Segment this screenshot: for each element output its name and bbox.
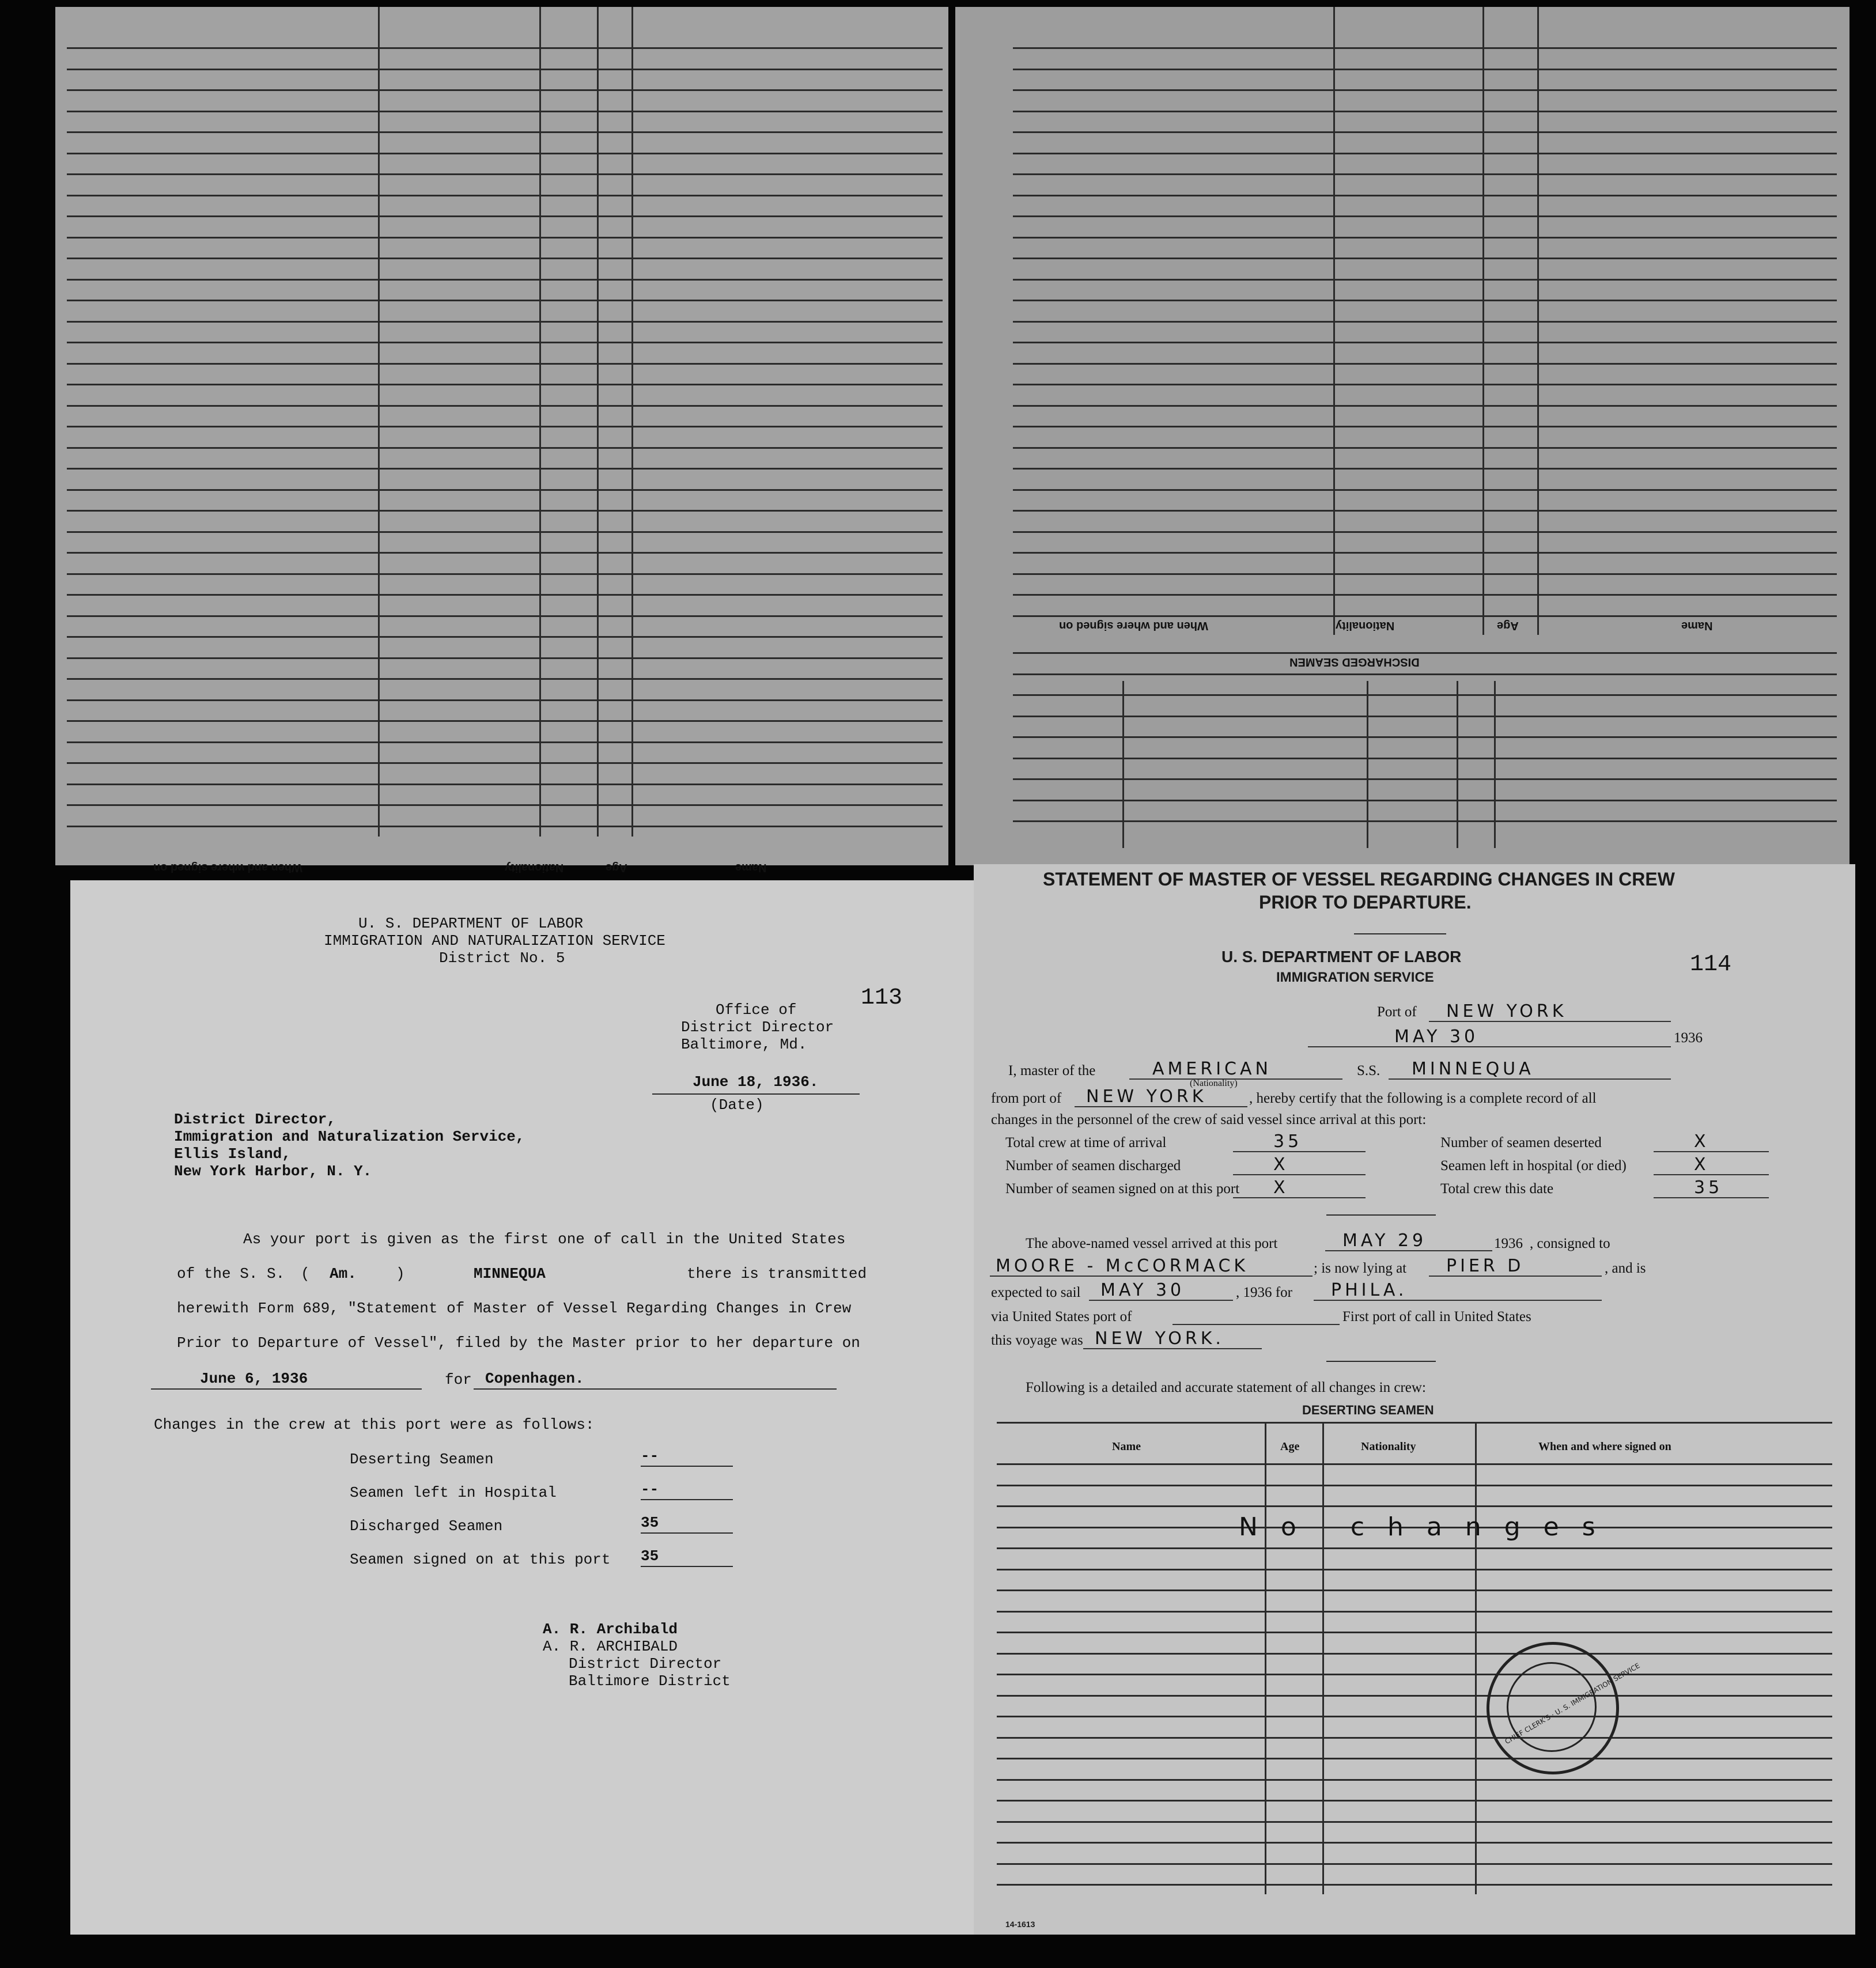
crew-stat-field[interactable] bbox=[1233, 1178, 1366, 1198]
port-field[interactable] bbox=[1429, 1001, 1671, 1022]
ruled-line bbox=[67, 89, 943, 91]
ruled-line bbox=[1013, 69, 1837, 70]
ruled-line bbox=[997, 1589, 1832, 1591]
ruled-line bbox=[67, 237, 943, 239]
sail-field[interactable] bbox=[1089, 1280, 1233, 1301]
ruled-line bbox=[1013, 111, 1837, 112]
ruled-line bbox=[1013, 652, 1837, 654]
ruled-line bbox=[997, 1695, 1832, 1697]
column-header-age: Age bbox=[606, 861, 627, 874]
ruled-line bbox=[67, 636, 943, 638]
handwritten-note: No changes bbox=[1239, 1512, 1618, 1542]
ruled-line bbox=[997, 1800, 1832, 1802]
ruled-line bbox=[997, 1779, 1832, 1781]
ruled-line bbox=[1013, 573, 1837, 575]
column-divider bbox=[1537, 7, 1539, 635]
table-top-border bbox=[997, 1422, 1832, 1424]
ruled-line bbox=[67, 342, 943, 343]
crew-stat-field[interactable] bbox=[1654, 1155, 1769, 1175]
section-title: DISCHARGED SEAMEN bbox=[1289, 656, 1420, 668]
ruled-line bbox=[67, 111, 943, 112]
ruled-line bbox=[1013, 258, 1837, 259]
ruled-line bbox=[1013, 47, 1837, 49]
from-port-value: NEW YORK bbox=[1086, 1087, 1207, 1107]
crew-stat-value: 35 bbox=[1694, 1178, 1723, 1198]
ruled-line bbox=[997, 1737, 1832, 1739]
column-divider bbox=[1494, 681, 1496, 848]
certify-text: , hereby certify that the following is a complete record of all bbox=[1249, 1091, 1597, 1106]
master-statement-form bbox=[974, 864, 1855, 1935]
changes-row-label: Discharged Seamen bbox=[350, 1517, 503, 1535]
letter-header-dept: U. S. DEPARTMENT OF LABOR bbox=[358, 915, 584, 932]
addressee-line-2: Immigration and Naturalization Service, bbox=[174, 1128, 525, 1145]
column-header-nationality: Nationality bbox=[1361, 1440, 1416, 1453]
ruled-line bbox=[1013, 279, 1837, 281]
ruled-line bbox=[67, 321, 943, 323]
via-label: via United States port of bbox=[991, 1309, 1132, 1324]
ruled-line bbox=[1013, 694, 1837, 696]
changes-row-value: -- bbox=[641, 1481, 659, 1498]
ruled-line bbox=[997, 1569, 1832, 1570]
ruled-line bbox=[1013, 716, 1837, 717]
changes-row-underline bbox=[641, 1499, 733, 1500]
ruled-line bbox=[67, 468, 943, 470]
ruled-line bbox=[67, 195, 943, 196]
port-value: NEW YORK bbox=[1446, 1001, 1567, 1021]
ruled-line bbox=[67, 573, 943, 575]
ruled-line bbox=[67, 405, 943, 407]
column-divider bbox=[1122, 681, 1124, 848]
divider bbox=[1326, 1214, 1436, 1216]
transmittal-letter bbox=[70, 880, 975, 1935]
ruled-line bbox=[1013, 758, 1837, 759]
consignee-field[interactable] bbox=[990, 1256, 1313, 1277]
vessel-name: MINNEQUA bbox=[474, 1265, 546, 1282]
crew-stat-value: X bbox=[1273, 1155, 1289, 1175]
sail-value: MAY 30 bbox=[1100, 1280, 1185, 1300]
ruled-line bbox=[1013, 384, 1837, 385]
column-header-age: Age bbox=[1497, 619, 1519, 632]
signature: A. R. Archibald bbox=[543, 1621, 678, 1638]
ruled-line bbox=[67, 258, 943, 259]
ss-label: S.S. bbox=[1357, 1063, 1380, 1078]
sail-dest-value: PHILA. bbox=[1331, 1280, 1408, 1300]
column-header-name: Name bbox=[1681, 619, 1713, 632]
signer-title: District Director bbox=[569, 1655, 722, 1672]
date-underline bbox=[652, 1093, 860, 1095]
form-number: 14-1613 bbox=[1005, 1920, 1035, 1929]
ruled-line bbox=[997, 1547, 1832, 1549]
changes-row-value: -- bbox=[641, 1447, 659, 1464]
and-is-label: , and is bbox=[1605, 1261, 1646, 1276]
ruled-line bbox=[67, 173, 943, 175]
form-title-line-1: STATEMENT OF MASTER OF VESSEL REGARDING CHANGES IN CREW bbox=[1043, 869, 1675, 890]
ruled-line bbox=[997, 1674, 1832, 1675]
nationality-field[interactable] bbox=[1129, 1059, 1342, 1080]
body-paren-open: ( bbox=[301, 1265, 310, 1282]
ruled-line bbox=[1013, 342, 1837, 343]
ruled-line bbox=[67, 131, 943, 133]
body-line-2-prefix: of the S. S. bbox=[177, 1265, 285, 1282]
destination: Copenhagen. bbox=[485, 1370, 584, 1387]
ruled-line bbox=[67, 531, 943, 533]
crew-stat-label: Number of seamen signed on at this port bbox=[1005, 1181, 1240, 1197]
form-page-number: 114 bbox=[1690, 952, 1732, 978]
form-title-line-2: PRIOR TO DEPARTURE. bbox=[1259, 892, 1472, 913]
ruled-line bbox=[67, 678, 943, 680]
addressee-line-1: District Director, bbox=[174, 1111, 336, 1128]
letter-date: June 18, 1936. bbox=[693, 1073, 819, 1091]
crew-stat-value: 35 bbox=[1273, 1131, 1303, 1152]
body-paren-close: ) bbox=[396, 1265, 405, 1282]
ruled-line bbox=[1013, 447, 1837, 449]
column-header-age: Age bbox=[1280, 1440, 1300, 1453]
ruled-line bbox=[67, 826, 943, 827]
ruled-line bbox=[1013, 820, 1837, 822]
arrived-value: MAY 29 bbox=[1342, 1231, 1427, 1251]
body-line-3: herewith Form 689, "Statement of Master of Vessel Regarding Changes in Crew bbox=[177, 1300, 852, 1317]
letter-header-service: IMMIGRATION AND NATURALIZATION SERVICE bbox=[324, 932, 665, 949]
ruled-line bbox=[67, 594, 943, 596]
ruled-line bbox=[1013, 195, 1837, 196]
crew-stat-label: Total crew this date bbox=[1440, 1181, 1554, 1197]
office-line-3: Baltimore, Md. bbox=[681, 1036, 807, 1053]
crew-stat-value: X bbox=[1273, 1178, 1289, 1198]
ruled-line bbox=[997, 1611, 1832, 1613]
stamp-inner-ring bbox=[1507, 1662, 1597, 1752]
voyage-value: NEW YORK. bbox=[1095, 1329, 1224, 1349]
ruled-line bbox=[67, 426, 943, 427]
column-divider bbox=[1322, 1422, 1324, 1894]
ruled-line bbox=[1013, 489, 1837, 491]
column-divider bbox=[597, 7, 599, 837]
nationality-value: AMERICAN bbox=[1152, 1059, 1272, 1079]
changes-row-value: 35 bbox=[641, 1547, 659, 1565]
ruled-line bbox=[1013, 552, 1837, 554]
column-header-signed-on: When and where signed on bbox=[1059, 619, 1208, 632]
column-divider bbox=[1457, 681, 1458, 848]
top-left-sheet bbox=[55, 7, 948, 874]
signer-district: Baltimore District bbox=[569, 1672, 731, 1690]
ruled-line bbox=[997, 1716, 1832, 1717]
following-text: Following is a detailed and accurate statement of all changes in crew: bbox=[1026, 1380, 1426, 1395]
form-service: IMMIGRATION SERVICE bbox=[1276, 970, 1434, 985]
ruled-line bbox=[997, 1632, 1832, 1633]
ruled-line bbox=[67, 699, 943, 701]
changes-row-label: Seamen signed on at this port bbox=[350, 1551, 611, 1568]
sail-dest-field[interactable] bbox=[1314, 1280, 1602, 1301]
ruled-line bbox=[1013, 300, 1837, 301]
consignee-value: MOORE - McCORMACK bbox=[996, 1256, 1249, 1276]
ruled-line bbox=[67, 552, 943, 554]
column-header-name: Name bbox=[1112, 1440, 1141, 1453]
office-line-2: District Director bbox=[681, 1019, 834, 1036]
body-line-4: Prior to Departure of Vessel", filed by the Master prior to her departure on bbox=[177, 1334, 860, 1352]
ruled-line bbox=[67, 615, 943, 617]
ruled-line bbox=[67, 300, 943, 301]
ship-value: MINNEQUA bbox=[1412, 1059, 1534, 1079]
ruled-line bbox=[1013, 131, 1837, 133]
column-divider bbox=[1265, 1422, 1266, 1894]
ruled-line bbox=[1013, 363, 1837, 365]
ruled-line bbox=[67, 363, 943, 365]
page-number: 113 bbox=[861, 985, 903, 1011]
for-label: for bbox=[445, 1371, 472, 1388]
crew-stat-field[interactable] bbox=[1233, 1155, 1366, 1175]
ruled-line bbox=[67, 279, 943, 281]
crew-stat-field[interactable] bbox=[1654, 1131, 1769, 1152]
ruled-line bbox=[67, 69, 943, 70]
column-header-signed-on: When and where signed on bbox=[153, 861, 302, 874]
top-right-sheet bbox=[955, 7, 1849, 865]
ruled-line bbox=[67, 762, 943, 764]
arrived-label: The above-named vessel arrived at this port bbox=[1026, 1236, 1278, 1251]
date-caption: (Date) bbox=[710, 1096, 764, 1114]
changes-row-underline bbox=[641, 1532, 733, 1534]
column-header-signed-on: When and where signed on bbox=[1538, 1440, 1671, 1453]
departure-underline bbox=[151, 1388, 422, 1390]
divider bbox=[1354, 933, 1446, 934]
ruled-line bbox=[1013, 215, 1837, 217]
lying-field[interactable] bbox=[1429, 1256, 1602, 1277]
ruled-line bbox=[997, 1884, 1832, 1886]
date-value: MAY 30 bbox=[1394, 1027, 1479, 1047]
departure-date: June 6, 1936 bbox=[200, 1370, 308, 1387]
ruled-line bbox=[1013, 89, 1837, 91]
ruled-line bbox=[997, 1485, 1832, 1486]
ruled-line bbox=[997, 1463, 1832, 1465]
changes-row-underline bbox=[641, 1466, 733, 1467]
crew-stat-field[interactable] bbox=[1654, 1178, 1769, 1198]
vessel-nationality: Am. bbox=[330, 1265, 357, 1282]
ruled-line bbox=[67, 720, 943, 722]
ruled-line bbox=[1013, 510, 1837, 512]
first-port-label: First port of call in United States bbox=[1342, 1309, 1531, 1324]
ruled-line bbox=[67, 657, 943, 659]
ruled-line bbox=[1013, 778, 1837, 780]
ruled-line bbox=[67, 804, 943, 806]
ruled-line bbox=[1013, 800, 1837, 801]
crew-stat-label: Number of seamen deserted bbox=[1440, 1135, 1602, 1150]
changes-row-value: 35 bbox=[641, 1514, 659, 1531]
changes-row-label: Seamen left in Hospital bbox=[350, 1484, 557, 1501]
ruled-line bbox=[1013, 153, 1837, 154]
column-header-name: Name bbox=[735, 861, 767, 874]
column-divider bbox=[1482, 7, 1484, 635]
form-dept: U. S. DEPARTMENT OF LABOR bbox=[1221, 948, 1462, 966]
ruled-line bbox=[997, 1653, 1832, 1655]
ruled-line bbox=[1013, 321, 1837, 323]
voyage-label: this voyage was bbox=[991, 1333, 1083, 1348]
changes-row-underline bbox=[641, 1566, 733, 1567]
signer-name: A. R. ARCHIBALD bbox=[543, 1638, 678, 1655]
ruled-line bbox=[67, 510, 943, 512]
voyage-field[interactable] bbox=[1083, 1329, 1262, 1349]
arrived-field[interactable] bbox=[1325, 1231, 1492, 1251]
ruled-line bbox=[1013, 237, 1837, 239]
year-value: 1936 bbox=[1674, 1030, 1703, 1046]
column-divider bbox=[539, 7, 541, 837]
port-label: Port of bbox=[1377, 1004, 1417, 1020]
ruled-line bbox=[1013, 673, 1837, 675]
changes-intro: Changes in the crew at this port were as follows: bbox=[154, 1416, 595, 1433]
master-label: I, master of the bbox=[1008, 1063, 1096, 1078]
body-line-2-suffix: there is transmitted bbox=[687, 1265, 867, 1282]
addressee-line-4: New York Harbor, N. Y. bbox=[174, 1163, 372, 1180]
ruled-line bbox=[997, 1842, 1832, 1844]
column-header-nationality: Nationality bbox=[505, 861, 564, 874]
crew-stat-label: Seamen left in hospital (or died) bbox=[1440, 1158, 1627, 1174]
ruled-line bbox=[67, 489, 943, 491]
body-line-1: As your port is given as the first one of call in the United States bbox=[243, 1231, 846, 1248]
ruled-line bbox=[1013, 468, 1837, 470]
ruled-line bbox=[1013, 405, 1837, 407]
arrived-year: 1936 bbox=[1494, 1236, 1523, 1251]
date-field[interactable] bbox=[1308, 1027, 1671, 1047]
sail-year: , 1936 for bbox=[1236, 1285, 1292, 1300]
lying-label: ; is now lying at bbox=[1314, 1261, 1407, 1276]
ruled-line bbox=[67, 384, 943, 385]
ruled-line bbox=[997, 1863, 1832, 1865]
ruled-line bbox=[1013, 594, 1837, 596]
ship-field[interactable] bbox=[1389, 1059, 1671, 1080]
ruled-line bbox=[1013, 736, 1837, 738]
ruled-line bbox=[1013, 615, 1837, 617]
column-divider bbox=[1333, 7, 1335, 635]
ruled-line bbox=[1013, 531, 1837, 533]
ruled-line bbox=[997, 1758, 1832, 1759]
received-stamp bbox=[1487, 1642, 1642, 1774]
stamp-text: CHIEF CLERK'S · U. S. IMMIGRATION SERVICE bbox=[1503, 1661, 1642, 1746]
crew-stat-value: X bbox=[1694, 1131, 1709, 1152]
sail-label: expected to sail bbox=[991, 1285, 1081, 1300]
column-divider bbox=[1475, 1422, 1477, 1894]
column-divider bbox=[1367, 681, 1368, 848]
ruled-line bbox=[997, 1821, 1832, 1823]
via-field[interactable] bbox=[1172, 1304, 1340, 1325]
office-line-1: Office of bbox=[716, 1001, 797, 1019]
changes-text: changes in the personnel of the crew of said vessel since arrival at this port: bbox=[991, 1112, 1427, 1127]
ruled-line bbox=[1013, 173, 1837, 175]
ruled-line bbox=[67, 447, 943, 449]
column-divider bbox=[378, 7, 380, 837]
ruled-line bbox=[997, 1505, 1832, 1507]
divider bbox=[1326, 1361, 1436, 1362]
lying-value: PIER D bbox=[1446, 1256, 1525, 1276]
ruled-line bbox=[67, 215, 943, 217]
ruled-line bbox=[1013, 426, 1837, 427]
from-port-label: from port of bbox=[991, 1091, 1062, 1106]
from-port-field[interactable] bbox=[1075, 1087, 1247, 1107]
column-header-nationality: Nationality bbox=[1336, 619, 1395, 632]
changes-row-label: Deserting Seamen bbox=[350, 1451, 494, 1468]
letter-header-district: District No. 5 bbox=[439, 949, 565, 967]
ruled-line bbox=[67, 784, 943, 785]
nationality-caption: (Nationality) bbox=[1190, 1078, 1238, 1088]
ruled-line bbox=[67, 153, 943, 154]
section-title: DESERTING SEAMEN bbox=[1302, 1403, 1434, 1417]
crew-stat-label: Number of seamen discharged bbox=[1005, 1158, 1181, 1174]
crew-stat-label: Total crew at time of arrival bbox=[1005, 1135, 1167, 1150]
ruled-line bbox=[67, 47, 943, 49]
addressee-line-3: Ellis Island, bbox=[174, 1145, 291, 1163]
crew-stat-field[interactable] bbox=[1233, 1131, 1366, 1152]
ruled-line bbox=[67, 741, 943, 743]
column-divider bbox=[631, 7, 633, 837]
consigned-label: , consigned to bbox=[1530, 1236, 1610, 1251]
crew-stat-value: X bbox=[1694, 1155, 1709, 1175]
destination-underline bbox=[474, 1388, 837, 1390]
